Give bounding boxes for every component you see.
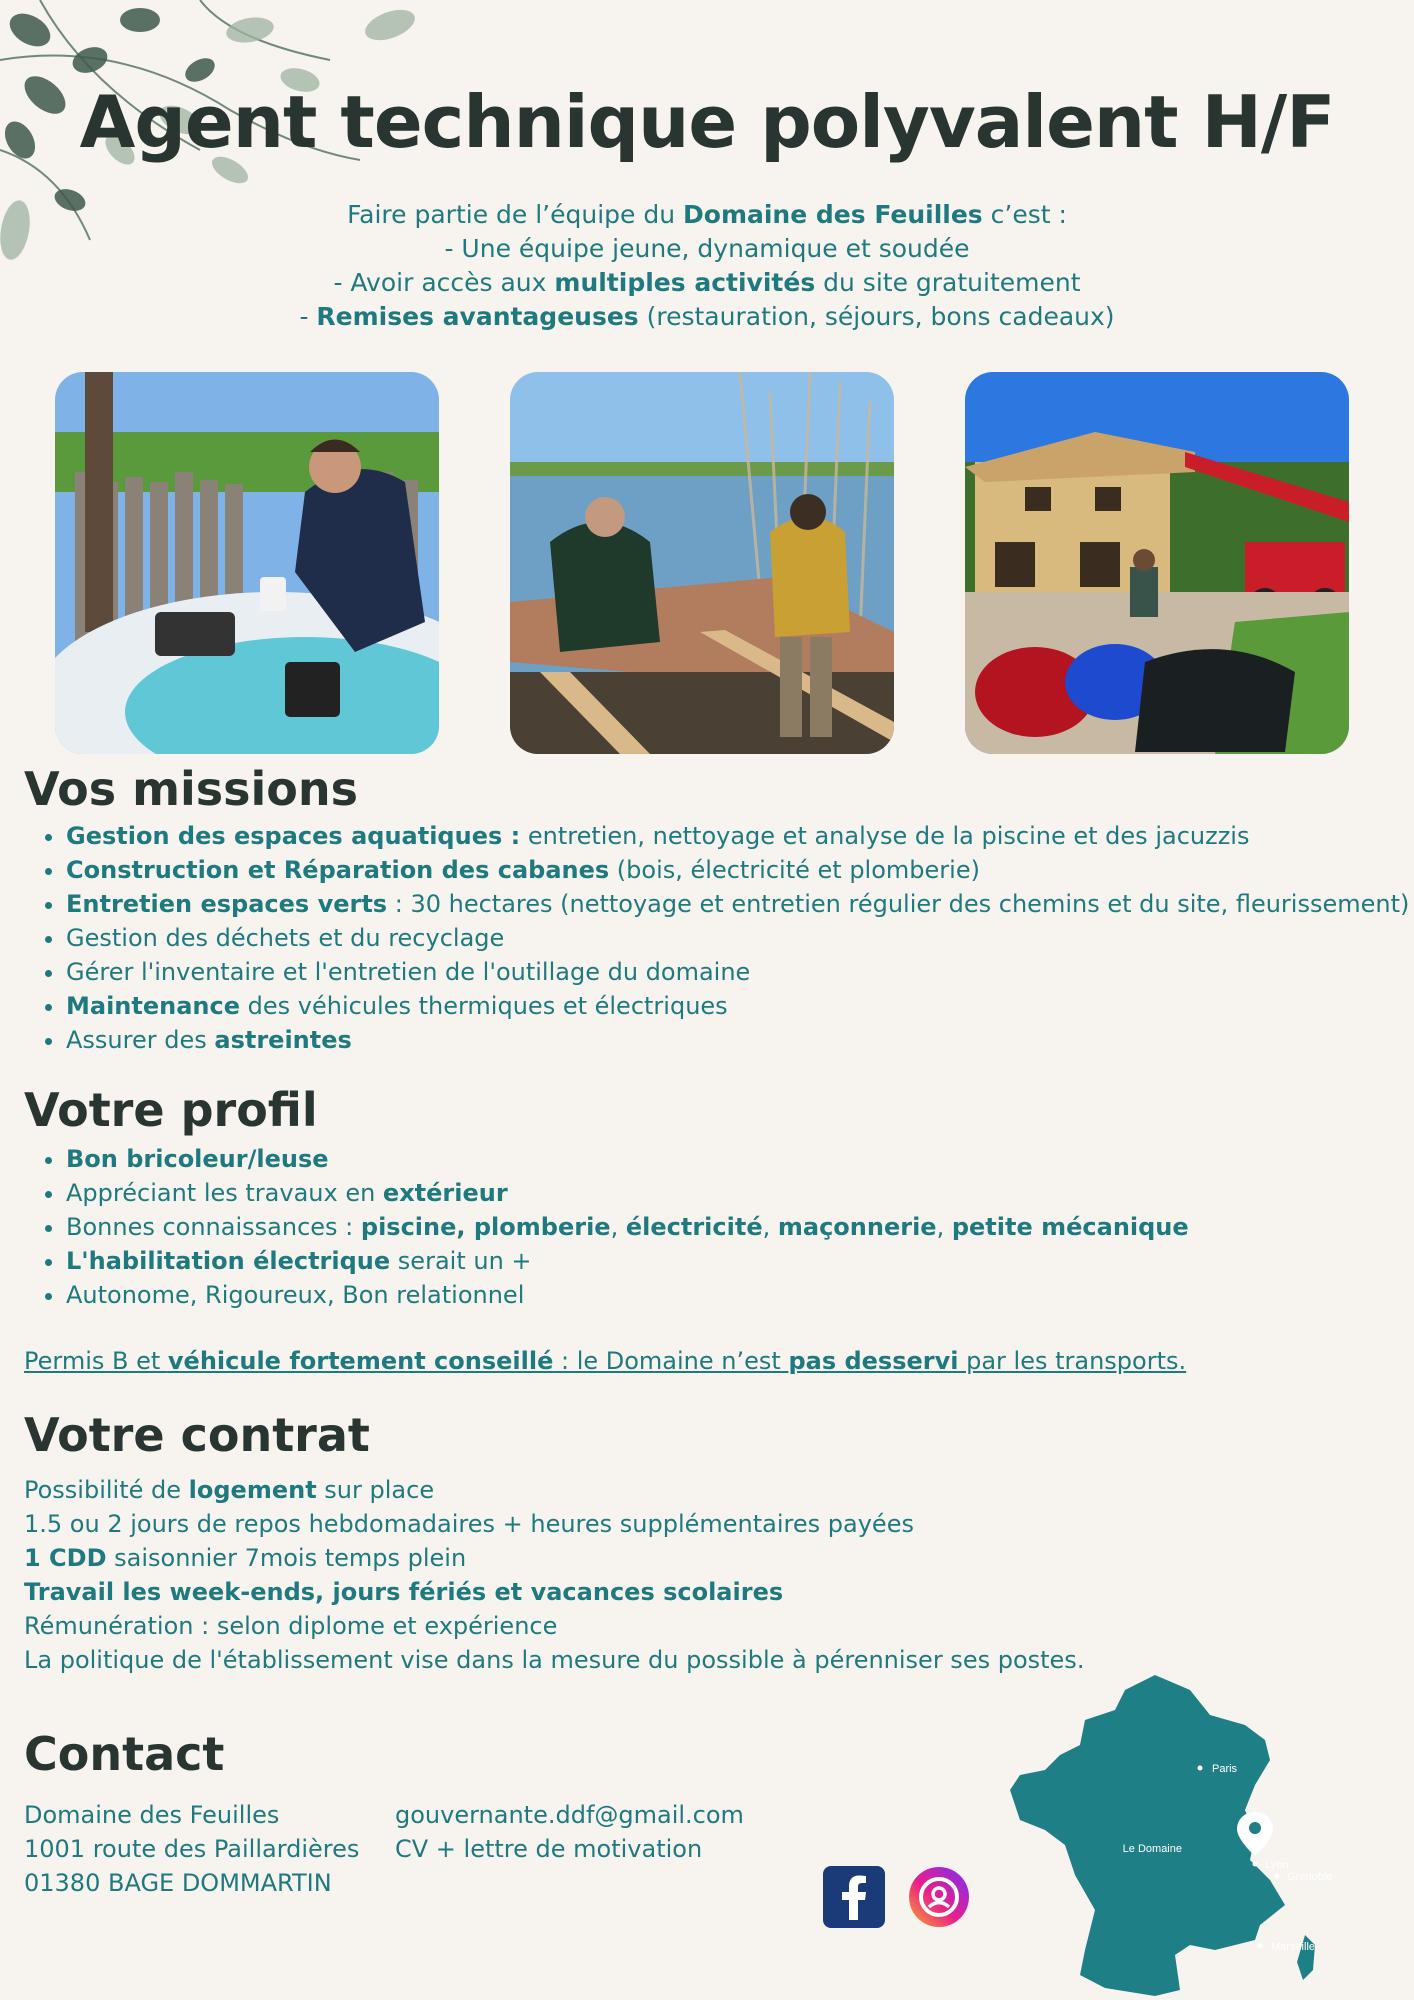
city-dot-grenoble <box>1275 1874 1280 1879</box>
contact-email-block: gouvernante.ddf@gmail.com CV + lettre de motivation <box>395 1798 744 1866</box>
instagram-icon[interactable] <box>908 1866 970 1928</box>
page-title: Agent technique polyvalent H/F <box>79 80 1335 164</box>
list-item: • Appréciant les travaux en extérieur <box>66 1176 1189 1210</box>
list-item: • L'habilitation électrique serait un + <box>66 1244 1189 1278</box>
city-dot-lyon <box>1253 1862 1258 1867</box>
city-label-domaine: Le Domaine <box>1122 1843 1182 1855</box>
photo-construction <box>965 372 1349 754</box>
heading-contact: Contact <box>24 1727 225 1781</box>
list-item: • Maintenance des véhicules thermiques et électriques <box>66 989 1409 1023</box>
permis-note: Permis B et véhicule fortement conseillé : le Domaine n’est pas desservi par les transports. <box>24 1347 1187 1375</box>
city-label-lyon: Lyon <box>1265 1859 1289 1871</box>
contact-address: Domaine des Feuilles 1001 route des Paillardières 01380 BAGE DOMMARTIN <box>24 1801 360 1897</box>
list-item: • Assurer des astreintes <box>66 1023 1409 1057</box>
profil-list <box>24 1142 1189 1312</box>
list-item: • Bonnes connaissances : piscine, plomberie, électricité, maçonnerie, petite mécanique <box>66 1210 1189 1244</box>
missions-list <box>24 819 1409 1057</box>
list-item: • Gestion des déchets et du recyclage <box>66 921 1409 955</box>
list-item: • Entretien espaces verts : 30 hectares (nettoyage et entretien régulier des chemins et du site, fleurissement) <box>66 887 1409 921</box>
heading-profil: Votre profil <box>24 1083 318 1137</box>
list-item: • Bon bricoleur/leuse <box>66 1142 1189 1176</box>
city-label-paris: Paris <box>1212 1763 1238 1775</box>
city-label-grenoble: Grenoble <box>1287 1871 1333 1883</box>
photo-pontoon <box>510 372 894 754</box>
heading-missions: Vos missions <box>24 762 359 816</box>
list-item: • Construction et Réparation des cabanes (bois, électricité et plomberie) <box>66 853 1409 887</box>
contrat-details: Possibilité de logement sur place 1.5 ou 2 jours de repos hebdomadaires + heures supplémentaires payées 1 CDD saisonnier 7mois temps plein Travail les week-ends, jours fériés et vacances scolaires Rémunération : selon diplome et expérience La politique de l'établissement vise dans la mesure du possible à pérenniser ses postes. <box>24 1476 1085 1674</box>
france-map <box>1005 1670 1365 2000</box>
list-item: • Gérer l'inventaire et l'entretien de l'outillage du domaine <box>66 955 1409 989</box>
list-item: • Gestion des espaces aquatiques : entretien, nettoyage et analyse de la piscine et des jacuzzis <box>66 819 1409 853</box>
list-item: • Autonome, Rigoureux, Bon relationnel <box>66 1278 1189 1312</box>
intro-text: Faire partie de l’équipe du Domaine des Feuilles c’est : - Une équipe jeune, dynamique et soudée - Avoir accès aux multiples activités du site gratuitement - Remises avantageuses (restauration, séjours, bons cadeaux) <box>299 200 1115 331</box>
city-dot-paris <box>1198 1766 1203 1771</box>
city-dot-marseille <box>1258 1944 1263 1949</box>
city-label-marseille: Marseille <box>1271 1941 1316 1953</box>
heading-contrat: Votre contrat <box>24 1408 370 1462</box>
photo-jacuzzi <box>55 372 439 754</box>
facebook-icon[interactable] <box>823 1866 885 1928</box>
email-link[interactable]: gouvernante.ddf@gmail.com <box>395 1801 744 1829</box>
